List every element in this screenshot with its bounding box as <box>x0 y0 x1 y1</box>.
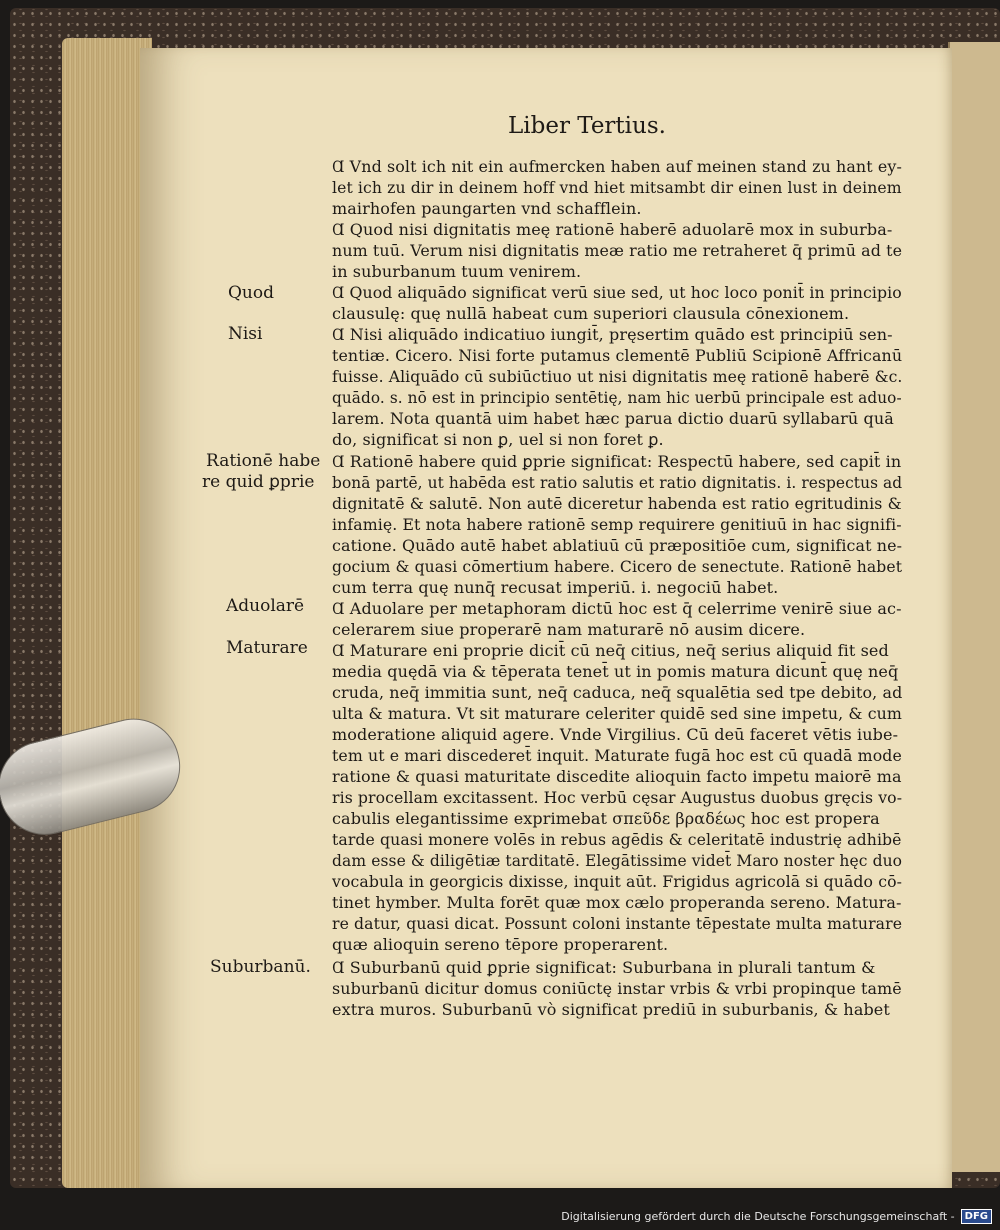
margin-note-suburbanum: Suburbanū. <box>210 957 311 977</box>
text-line: larem. Nota quantā uim habet hæc parua dictio duarū syllabarū quā <box>332 409 894 428</box>
text-line: cum terra quę nunq̄ recusat imperiū. i. negociū habet. <box>332 578 779 597</box>
text-line: tem ut e mari discederet̄ inquit. Maturate fugā hoc est cū quadā mode <box>332 746 902 765</box>
margin-note-maturare: Maturare <box>226 638 308 658</box>
text-line: mairhofen paungarten vnd schafflein. <box>332 199 642 218</box>
text-line: Ɑ Vnd solt ich nit ein aufmercken haben auf meinen stand zu hant ey- <box>332 157 902 176</box>
text-line: Ɑ Rationē habere quid ꝑprie significat: Respectū habere, sed capit̄ in <box>332 452 902 471</box>
text-line: infamię. Et nota habere rationē semp requirere genitiuū in hac signifi- <box>332 515 902 534</box>
text-line: tarde quasi monere volēs in rebus agēdis & celeritatē industrię adhibē <box>332 830 902 849</box>
text-line: fuisse. Aliquādo cū subiūctiuo ut nisi dignitatis meę rationē haberē &c. <box>332 367 903 386</box>
page-stack-edge <box>62 38 152 1188</box>
text-line: let ich zu dir in deinem hoff vnd hiet mitsambt dir einen lust in deinem <box>332 178 902 197</box>
text-line: Ɑ Aduolare per metaphoram dictū hoc est q̄ celerrime venirē siue ac- <box>332 599 902 618</box>
text-line: ulta & matura. Vt sit maturare celeriter quidē sed sine impetu, & cum <box>332 704 903 723</box>
text-line: quæ alioquin sereno tēpore properarent. <box>332 935 669 954</box>
text-line: celerarem siue properarē nam maturarē nō ausim dicere. <box>332 620 806 639</box>
text-line: Ɑ Quod nisi dignitatis meę rationē haberē aduolarē mox in suburba- <box>332 220 893 239</box>
text-line: ris procellam excitassent. Hoc verbū cęsar Augustus duobus gręcis vo- <box>332 788 903 807</box>
text-line: ratione & quasi maturitate discedite alioquin facto impetu maiorē ma <box>332 767 902 786</box>
text-line: Ɑ Nisi aliquādo indicatiuo iungit̄, pręsertim quādo est principiū sen- <box>332 325 893 344</box>
credit-text: Digitalisierung gefördert durch die Deutsche Forschungsgemeinschaft - <box>561 1210 955 1223</box>
text-line: clausulę: quę nullā habeat cum superiori clausula cōnexionem. <box>332 304 850 323</box>
text-line: tentiæ. Cicero. Nisi forte putamus clementē Publiū Scipionē Affricanū <box>332 346 903 365</box>
text-line: extra muros. Suburbanū vò significat prediū in suburbanis, & habet <box>332 1000 890 1019</box>
text-line: cruda, neq̄ immitia sunt, neq̄ caduca, neq̄ squalētia sed tpe debito, ad <box>332 683 903 702</box>
text-line: bonā partē, ut habēda est ratio salutis et ratio dignitatis. i. respectus ad <box>332 473 903 492</box>
margin-note-quod: Quod <box>228 283 275 303</box>
text-line: num tuū. Verum nisi dignitatis meæ ratio me retraheret q̄ primū ad te <box>332 241 903 260</box>
text-line: Ɑ Suburbanū quid ꝑprie significat: Suburbana in plurali tantum & <box>332 958 876 977</box>
text-line: moderatione aliquid agere. Vnde Virgilius. Cū deū faceret vētis iube- <box>332 725 899 744</box>
digitization-credit <box>561 1209 992 1224</box>
text-line: dignitatē & salutē. Non autē diceretur habenda est ratio egritudinis & <box>332 494 902 513</box>
running-title: Liber Tertius. <box>508 113 666 139</box>
next-page-edge <box>948 42 1000 1172</box>
margin-note-ratione-2: re quid ꝑprie <box>202 472 315 492</box>
text-line: in suburbanum tuum venirem. <box>332 262 582 281</box>
margin-note-ratione-1: Rationē habe <box>206 451 321 471</box>
margin-note-nisi: Nisi <box>228 324 263 344</box>
text-line: vocabula in georgicis dixisse, inquit aūt. Frigidus agricolā si quādo cō- <box>332 872 903 891</box>
margin-note-aduolare: Aduolarē <box>226 596 305 616</box>
dfg-logo: DFG <box>961 1209 992 1224</box>
text-line: suburbanū dicitur domus coniūctę instar vrbis & vrbi propinque tamē <box>332 979 902 998</box>
text-line: gocium & quasi cōmertium habere. Cicero de senectute. Rationē habet <box>332 557 903 576</box>
text-line: Ɑ Maturare eni proprie dicit̄ cū neq̄ citius, neq̄ serius aliquid fit sed <box>332 641 889 660</box>
text-line: catione. Quādo autē habet ablatiuū cū præpositiōe cum, significat ne- <box>332 536 903 555</box>
text-line: dam esse & diligētiæ tarditatē. Elegātissime videt̄ Maro noster hęc duo <box>332 851 903 870</box>
text-line: tinet hymber. Multa forēt quæ mox cælo properanda sereno. Matura- <box>332 893 902 912</box>
text-line: re datur, quasi dicat. Possunt coloni instante tēpestate multa maturare <box>332 914 903 933</box>
text-line: do, significat si non ꝑ, uel si non foret ꝑ. <box>332 430 664 449</box>
text-line: Ɑ Quod aliquādo significat verū siue sed, ut hoc loco ponit̄ in principio <box>332 283 902 302</box>
text-line: quādo. s. nō est in principio sentētię, nam hic uerbū principale est aduo- <box>332 388 902 407</box>
text-line: media quędā via & tēperata tenet̄ ut in pomis matura dicunt̄ quę neq̄ <box>332 662 899 681</box>
text-line: cabulis elegantissime exprimebat σπεῦδε βραδέως hoc est propera <box>332 809 880 828</box>
